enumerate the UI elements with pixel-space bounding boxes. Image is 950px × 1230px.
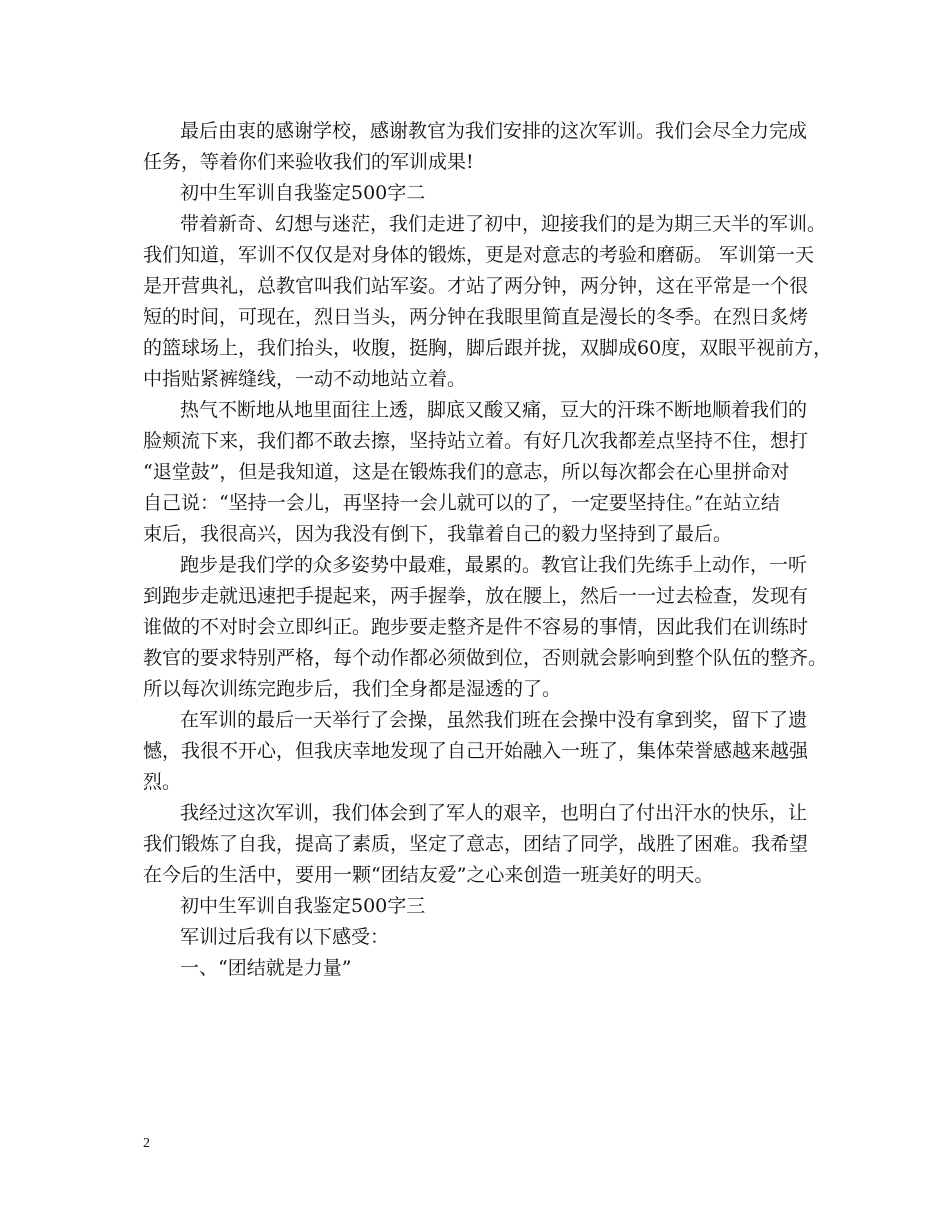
text-line: 所以每次训练完跑步后，我们全身都是湿透的了。 [143, 678, 562, 700]
document-body [143, 116, 833, 984]
text-line: 热气不断地从地里面往上透，脚底又酸又痛，豆大的汗珠不断地顺着我们的 [180, 399, 808, 421]
text-line: 脸颊流下来，我们都不敢去擦，坚持站立着。有好几次我都差点坚持不住，想打 [143, 430, 809, 452]
text-line: 带着新奇、幻想与迷茫，我们走进了初中，迎接我们的是为期三天半的军训。 [180, 213, 827, 235]
text-line: 的篮球场上，我们抬头，收腹，挺胸，脚后跟并拢，双脚成60度，双眼平视前方， [143, 337, 833, 359]
text-line: 初中生军训自我鉴定500字二 [180, 182, 426, 204]
text-line: 谁做的不对时会立即纠正。跑步要走整齐是件不容易的事情，因此我们在训练时 [143, 616, 809, 638]
text-line: 一、“团结就是力量” [180, 957, 352, 979]
text-line: 军训过后我有以下感受： [180, 926, 390, 948]
text-line: 憾，我很不开心，但我庆幸地发现了自己开始融入一班了，集体荣誉感越来越强 [143, 740, 809, 762]
text-line: 自己说：“坚持一会儿，再坚持一会儿就可以的了，一定要坚持住。”在站立结 [143, 492, 780, 514]
text-line: 初中生军训自我鉴定500字三 [180, 895, 426, 917]
text-line: 在今后的生活中，要用一颗“团结友爱”之心来创造一班美好的明天。 [143, 864, 714, 886]
text-line: 我们锻炼了自我，提高了素质，坚定了意志，团结了同学，战胜了困难。我希望 [143, 833, 809, 855]
text-line: 我经过这次军训，我们体会到了军人的艰辛，也明白了付出汗水的快乐，让 [180, 802, 808, 824]
text-line: 烈。 [143, 771, 182, 793]
text-line: 跑步是我们学的众多姿势中最难，最累的。教官让我们先练手上动作，一听 [180, 554, 808, 576]
text-line: 我们知道，军训不仅仅是对身体的锻炼，更是对意志的考验和磨砺。 军训第一天 [143, 244, 815, 266]
text-line: 到跑步走就迅速把手提起来，两手握拳，放在腰上，然后一一过去检查，发现有 [143, 585, 809, 607]
text-line: 束后，我很高兴，因为我没有倒下，我靠着自己的毅力坚持到了最后。 [143, 523, 733, 545]
text-line: 教官的要求特别严格，每个动作都必须做到位，否则就会影响到整个队伍的整齐。 [143, 647, 828, 669]
text-line: 在军训的最后一天举行了会操，虽然我们班在会操中没有拿到奖，留下了遗 [180, 709, 808, 731]
text-line: 短的时间，可现在，烈日当头，两分钟在我眼里简直是漫长的冬季。在烈日炙烤 [143, 306, 809, 328]
text-line: 任务，等着你们来验收我们的军训成果! [143, 151, 474, 173]
text-line: 是开营典礼，总教官叫我们站军姿。才站了两分钟，两分钟，这在平常是一个很 [143, 275, 809, 297]
text-line: “退堂鼓”，但是我知道，这是在锻炼我们的意志，所以每次都会在心里拼命对 [143, 461, 790, 483]
text-line: 中指贴紧裤缝线，一动不动地站立着。 [143, 368, 467, 390]
text-line: 最后由衷的感谢学校，感谢教官为我们安排的这次军训。我们会尽全力完成 [180, 120, 808, 142]
page-number: 2 [143, 1136, 150, 1151]
